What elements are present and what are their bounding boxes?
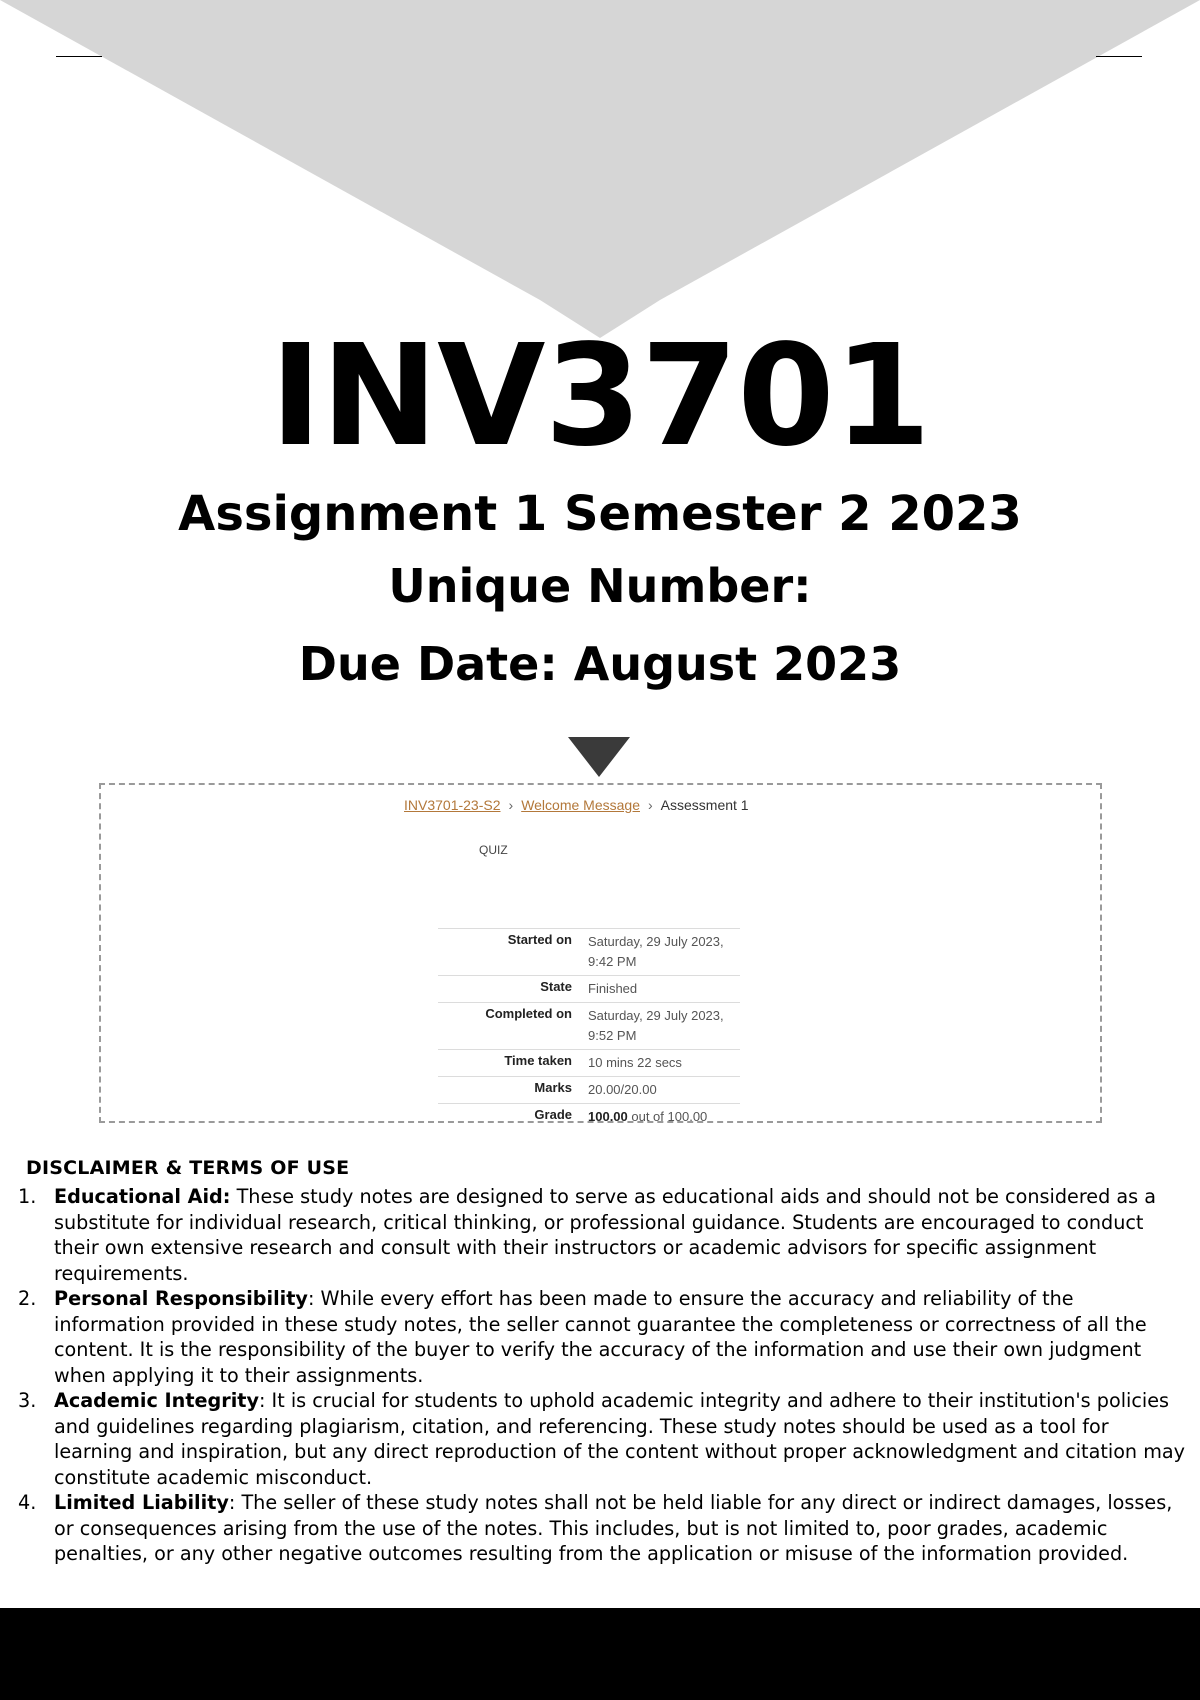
row-value: Saturday, 29 July 2023, 9:52 PM <box>588 1008 724 1043</box>
item-number: 1. <box>18 1185 37 1208</box>
row-value: 10 mins 22 secs <box>588 1055 682 1070</box>
table-row <box>438 976 740 1003</box>
list-item <box>18 1388 1188 1490</box>
terms-list <box>18 1184 1188 1567</box>
top-chevron-banner <box>0 0 1200 340</box>
item-text: : The seller of these study notes shall not be held liable for any direct or indirect damages, losses, or consequences arising from the use of the notes. This includes, but is not limited to, poor grades, academic penalties, or any other negative outcomes resulting from the application or misuse of the information provided. <box>54 1491 1173 1565</box>
unique-number-label: Unique Number: <box>388 559 812 613</box>
due-date-label: Due Date: August 2023 <box>298 637 902 691</box>
list-item <box>18 1286 1188 1388</box>
chevron-right-icon: › <box>508 797 514 813</box>
item-lead: Limited Liability <box>54 1491 229 1514</box>
row-label: Completed on <box>485 1006 572 1021</box>
breadcrumb-current: Assessment 1 <box>660 797 749 813</box>
breadcrumb-course-link[interactable]: INV3701-23-S2 <box>404 797 501 813</box>
list-item <box>18 1490 1188 1567</box>
table-row <box>438 929 740 976</box>
breadcrumb-welcome-link[interactable]: Welcome Message <box>521 797 640 813</box>
assignment-title: Assignment 1 Semester 2 2023 <box>178 486 1022 542</box>
item-text: : It is crucial for students to uphold academic integrity and adhere to their institution's policies and guidelines regarding plagiarism, citation, and referencing. These study notes should be used as a tool for learning and inspiration, but any direct reproduction of the content without proper acknowledgment and citation may constitute academic misconduct. <box>54 1389 1185 1489</box>
row-value: Saturday, 29 July 2023, 9:42 PM <box>588 934 724 969</box>
quiz-label: QUIZ <box>479 843 508 857</box>
table-row <box>438 1104 740 1131</box>
row-value <box>584 1104 740 1131</box>
row-label: State <box>540 979 572 994</box>
row-value: Finished <box>588 981 638 996</box>
table-row <box>438 1077 740 1104</box>
quiz-summary-screenshot <box>99 783 1102 1123</box>
row-value: 20.00/20.00 <box>588 1082 657 1097</box>
quiz-summary-table <box>438 928 740 1130</box>
row-label: Grade <box>534 1107 572 1122</box>
row-label: Time taken <box>504 1053 572 1068</box>
corner-rule-left <box>56 56 102 57</box>
row-label: Started on <box>507 932 572 947</box>
item-lead: Personal Responsibility <box>54 1287 308 1310</box>
item-text: These study notes are designed to serve as educational aids and should not be considered as a substitute for individual research, critical thinking, or professional guidance. Students are encouraged to conduct their own extensive research and consult with their instructors or academic advisors for specific assignment requirements. <box>54 1185 1156 1285</box>
disclaimer-title: DISCLAIMER & TERMS OF USE <box>26 1157 350 1179</box>
footer-bar <box>0 1608 1200 1700</box>
corner-rule-right <box>1096 56 1142 57</box>
row-label: Marks <box>534 1080 572 1095</box>
course-code-title: INV3701 <box>269 315 931 478</box>
item-number: 4. <box>18 1491 37 1514</box>
item-number: 3. <box>18 1389 37 1412</box>
item-lead: Academic Integrity <box>54 1389 259 1412</box>
table-row <box>438 1003 740 1050</box>
grade-score: 100.00 <box>588 1109 628 1124</box>
list-item <box>18 1184 1188 1286</box>
item-number: 2. <box>18 1287 37 1310</box>
table-row <box>438 1050 740 1077</box>
down-triangle-icon <box>568 737 630 777</box>
chevron-right-icon: › <box>647 797 653 813</box>
item-lead: Educational Aid: <box>54 1185 231 1208</box>
breadcrumb <box>404 797 749 813</box>
item-text: : While every effort has been made to ensure the accuracy and reliability of the information provided in these study notes, the seller cannot guarantee the completeness or correctness of all the content. It is the responsibility of the buyer to verify the accuracy of the information and use their own judgment when applying it to their assignments. <box>54 1287 1147 1387</box>
grade-total: out of 100.00 <box>627 1109 708 1124</box>
